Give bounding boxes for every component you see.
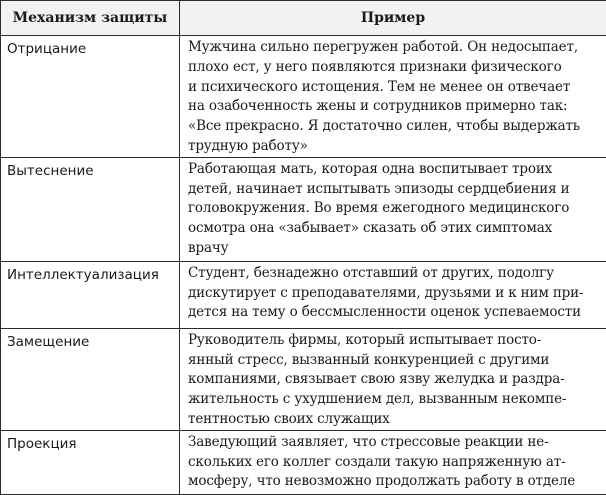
header-mechanism: Механизм защиты bbox=[1, 1, 180, 36]
example-line: на озабоченность жены и сотрудников примерно так: bbox=[188, 97, 602, 117]
example-cell bbox=[180, 157, 606, 261]
example-line: осмотра она «забывает» сказать об этих симптомах bbox=[188, 219, 602, 239]
example-line: детей, начинает испытывать эпизоды сердцебиения и bbox=[188, 180, 602, 200]
mechanism-cell: Проекция bbox=[1, 430, 180, 494]
table-row bbox=[1, 36, 606, 158]
example-line: компаниями, связывает свою язву желудка и раздра- bbox=[188, 370, 602, 390]
example-cell bbox=[180, 328, 606, 430]
example-line: «Все прекрасно. Я достаточно силен, чтобы выдержать bbox=[188, 117, 602, 137]
example-line: Руководитель фирмы, который испытывает посто- bbox=[188, 331, 602, 351]
example-line: Студент, безнадежно отставший от других, подолгу bbox=[188, 264, 602, 284]
example-line: мосферу, что невозможно продолжать работу в отделе bbox=[188, 472, 602, 492]
example-line: Работающая мать, которая одна воспитывает троих bbox=[188, 160, 602, 180]
example-line: дискутирует с преподавателями, друзьями и к ним при- bbox=[188, 284, 602, 304]
example-line: жительность с ухудшением дел, вызванным некомпе- bbox=[188, 390, 602, 410]
table-row bbox=[1, 261, 606, 328]
example-line: Мужчина сильно перегружен работой. Он недосыпает, bbox=[188, 38, 602, 58]
example-line: дется на тему о бессмысленности оценок успеваемости bbox=[188, 303, 602, 323]
table-row bbox=[1, 430, 606, 494]
example-line: скольких его коллег создали такую напряженную ат- bbox=[188, 453, 602, 473]
example-cell bbox=[180, 430, 606, 494]
mechanism-cell: Отрицание bbox=[1, 36, 180, 158]
mechanism-cell: Интеллектуализация bbox=[1, 261, 180, 328]
example-line: трудную работу» bbox=[188, 137, 602, 157]
mechanism-cell: Замещение bbox=[1, 328, 180, 430]
example-line: янный стресс, вызванный конкуренцией с другими bbox=[188, 351, 602, 371]
example-line: головокружения. Во время ежегодного медицинского bbox=[188, 199, 602, 219]
table-row bbox=[1, 328, 606, 430]
table-row bbox=[1, 157, 606, 261]
example-cell bbox=[180, 261, 606, 328]
example-cell bbox=[180, 36, 606, 158]
table-header-row bbox=[1, 1, 606, 36]
example-line: плохо ест, у него появляются признаки физического bbox=[188, 58, 602, 78]
mechanism-cell: Вытеснение bbox=[1, 157, 180, 261]
example-line: тентностью своих служащих bbox=[188, 410, 602, 430]
example-line: Заведующий заявляет, что стрессовые реакции не- bbox=[188, 433, 602, 453]
header-example: Пример bbox=[180, 1, 606, 36]
example-line: и психического истощения. Тем не менее он отвечает bbox=[188, 78, 602, 98]
example-line: врачу bbox=[188, 239, 602, 259]
